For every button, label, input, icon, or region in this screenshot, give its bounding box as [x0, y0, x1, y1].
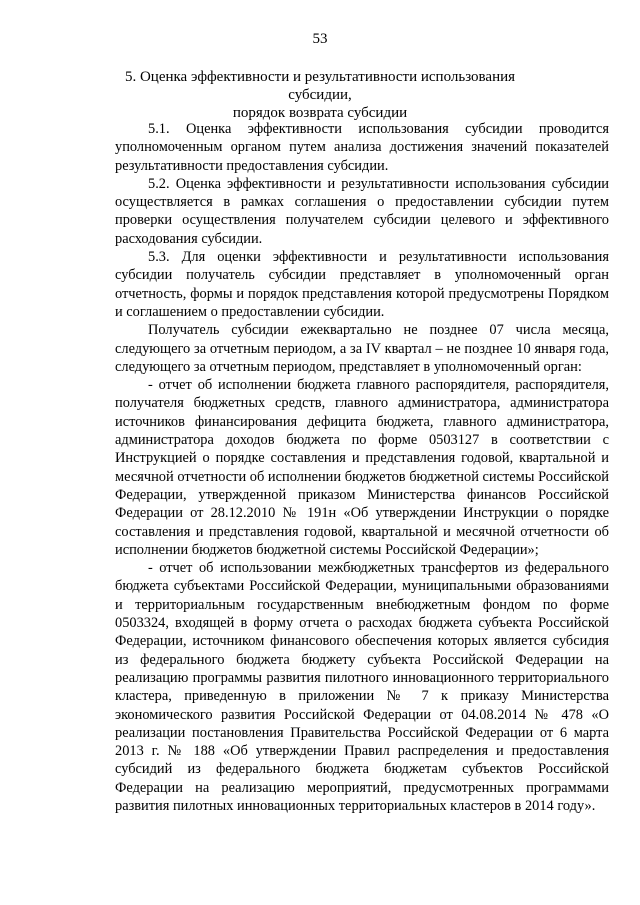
paragraph-5-2: 5.2. Оценка эффективности и результативности использования субсидии осуществляется в рамках соглашения о предоставлении субсидии путем проверки осуществления получателем субсидии целевого и эффективного расходования субсидии.: [115, 175, 609, 247]
section-title-line-1: 5. Оценка эффективности и результативности использования субсидии,: [124, 69, 516, 103]
page-number: 53: [312, 31, 328, 47]
list-item-transfers-report: - отчет об использовании межбюджетных трансфертов из федерального бюджета субъектами Российской Федерации, муниципальными образованиями и территориальным государственным внебюджетным фондом по форме 0503324, входящей в форму отчета о расходах бюджета субъекта Российской Федерации, источником финансового обеспечения которых является субсидия из федерального бюджета бюджету субъекта Российской Федерации на реализацию программы развития пилотного инновационного территориального кластера, приведенную в приложении № 7 к приказу Министерства экономического развития Российской Федерации от 04.08.2014 № 478 «О реализации постановления Правительства Российской Федерации от 6 марта 2013 г. № 188 «Об утверждении Правил распределения и предоставления субсидий из федерального бюджета бюджетам субъектов Российской Федерации на реализацию мероприятий, предусмотренных программами развития пилотных инновационных территориальных кластеров в 2014 году».: [115, 560, 609, 814]
paragraph-5-3: 5.3. Для оценки эффективности и результативности использования субсидии получатель субсидии представляет в уполномоченный орган отчетность, формы и порядок представления которой предусмотрены Порядком и соглашением о предоставлении субсидии.: [115, 249, 609, 320]
paragraph-reporting-deadline: Получатель субсидии ежеквартально не позднее 07 числа месяца, следующего за отчетным периодом, а за IV квартал – не позднее 10 января года, следующего за отчетным периодом, представляет в уполномоченный орган:: [115, 322, 609, 375]
list-item-budget-report: - отчет об исполнении бюджета главного распорядителя, распорядителя, получателя бюджетных средств, главного администратора, администратора источников финансирования дефицита бюджета, главного администратора, администратора доходов бюджета по форме 0503127 в соответствии с Инструкцией о порядке составления и представления годовой, квартальной и месячной отчетности об исполнении бюджетов бюджетной системы Российской Федерации, утвержденной приказом Министерства финансов Российской Федерации от 28.12.2010 № 191н «Об утверждении Инструкции о порядке составления и представления годовой, квартальной и месячной отчетности об исполнении бюджетов бюджетной системы Российской Федерации»;: [115, 377, 609, 558]
body-text: [115, 120, 609, 815]
section-title-line-2: порядок возврата субсидии: [232, 105, 408, 121]
paragraph-5-1: 5.1. Оценка эффективности использования субсидии проводится уполномоченным органом путем анализа достижения значений показателей результативности предоставления субсидии.: [115, 121, 609, 174]
section-title: [100, 68, 540, 122]
